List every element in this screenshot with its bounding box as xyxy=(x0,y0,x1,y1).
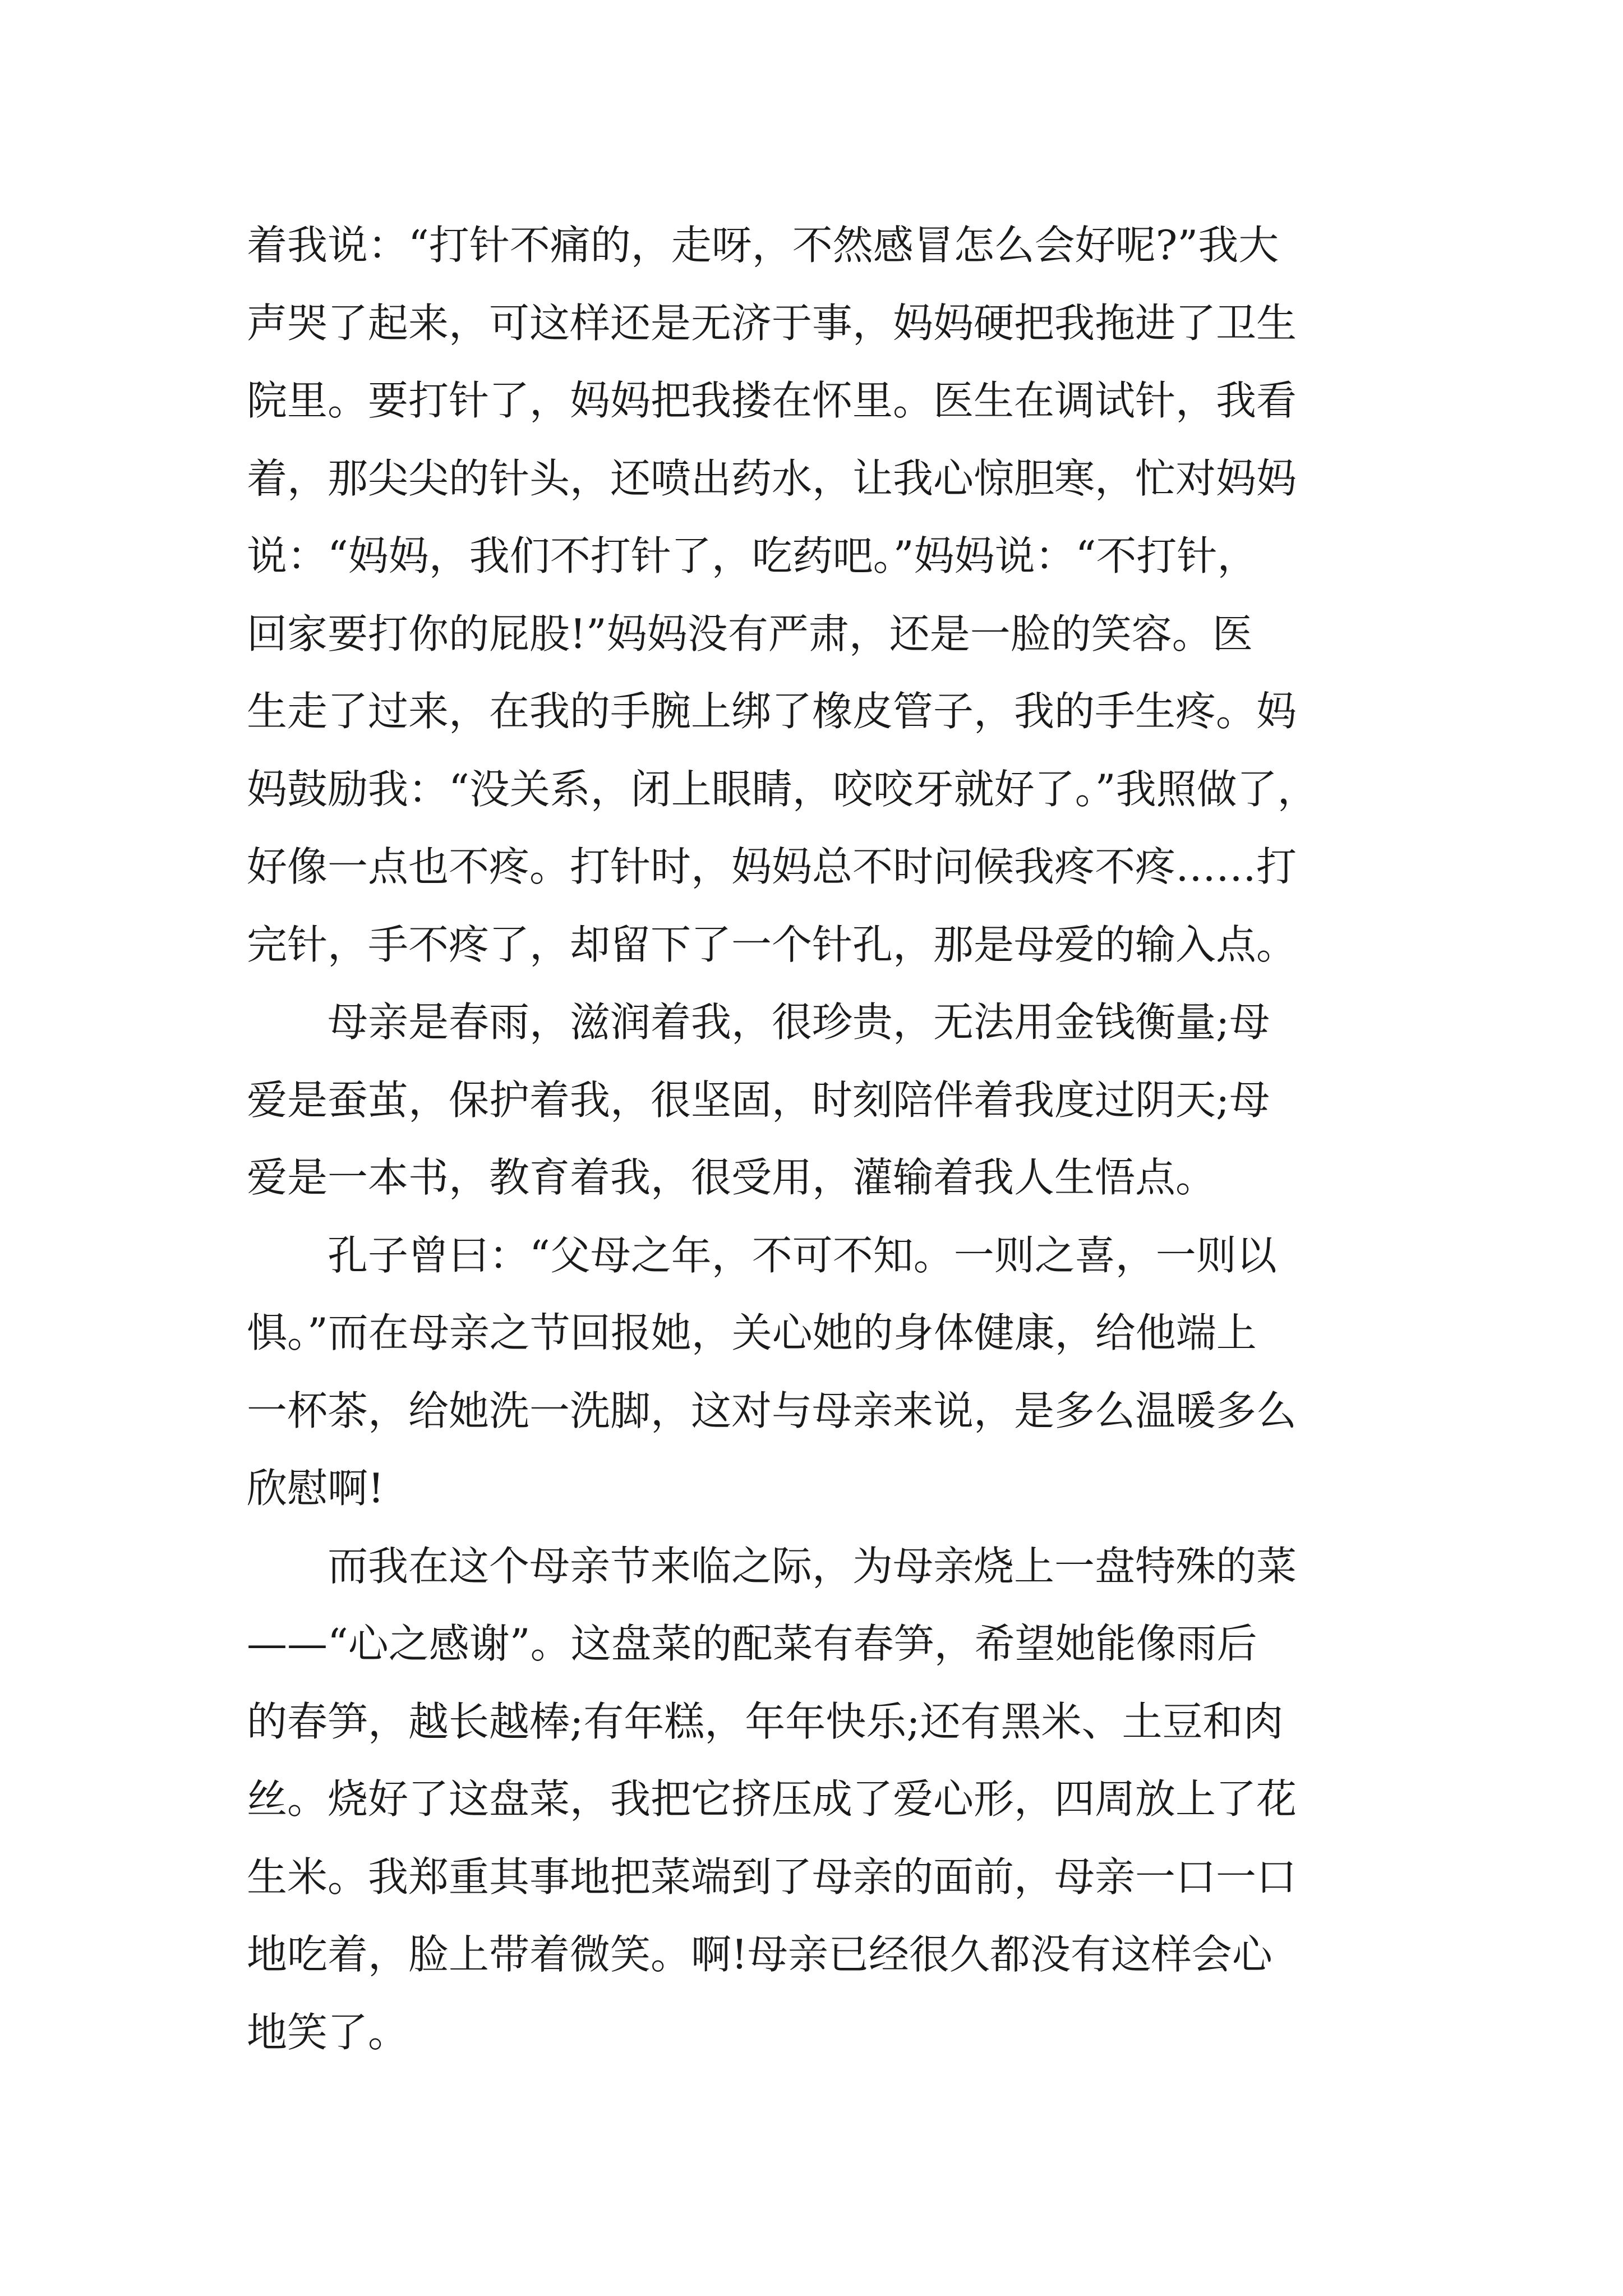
text-line: 生走了过来，在我的手腕上绑了橡皮管子，我的手生疼。妈 xyxy=(247,688,1297,735)
paragraph-spring-rain xyxy=(247,983,1391,1217)
text-line: 完针，手不疼了，却留下了一个针孔，那是母爱的输入点。 xyxy=(247,921,1297,968)
document-page xyxy=(247,206,1391,2071)
text-line: 而我在这个母亲节来临之际，为母亲烧上一盘特殊的菜 xyxy=(328,1542,1297,1590)
text-line: 爱是蚕茧，保护着我，很坚固，时刻陪伴着我度过阴天;母 xyxy=(247,1076,1270,1124)
text-line: 母亲是春雨，滋润着我，很珍贵，无法用金钱衡量;母 xyxy=(328,999,1270,1046)
text-line: 好像一点也不疼。打针时，妈妈总不时问候我疼不疼……打 xyxy=(247,843,1297,890)
text-line: 孔子曾曰：“父母之年，不可不知。一则之喜，一则以 xyxy=(328,1231,1277,1279)
text-line: 一杯茶，给她洗一洗脚，这对与母亲来说，是多么温暖多么 xyxy=(247,1387,1297,1434)
paragraph-mothers-day-dish xyxy=(247,1527,1391,2072)
text-line: 惧。”而在母亲之节回报她，关心她的身体健康，给他端上 xyxy=(247,1309,1257,1356)
paragraph-confucius xyxy=(247,1217,1391,1527)
text-line: 丝。烧好了这盘菜，我把它挤压成了爱心形，四周放上了花 xyxy=(247,1775,1297,1823)
text-line: 欣慰啊! xyxy=(247,1465,384,1512)
text-line: 的春笋，越长越棒;有年糕，年年快乐;还有黑米、土豆和肉 xyxy=(247,1697,1284,1745)
text-line: 回家要打你的屁股!”妈妈没有严肃，还是一脸的笑容。医 xyxy=(247,610,1253,657)
text-line: 地笑了。 xyxy=(247,2008,409,2056)
text-line: 说：“妈妈，我们不打针了，吃药吧。”妈妈说：“不打针， xyxy=(247,532,1258,579)
paragraph-continuation xyxy=(247,206,1391,983)
text-line: ——“心之感谢”。这盘菜的配菜有春笋，希望她能像雨后 xyxy=(247,1620,1257,1667)
text-line: 生米。我郑重其事地把菜端到了母亲的面前，母亲一口一口 xyxy=(247,1853,1297,1901)
text-line: 声哭了起来，可这样还是无济于事，妈妈硬把我拖进了卫生 xyxy=(247,299,1297,347)
text-line: 着我说：“打针不痛的，走呀，不然感冒怎么会好呢?”我大 xyxy=(247,222,1279,269)
text-line: 妈鼓励我：“没关系，闭上眼睛，咬咬牙就好了。”我照做了， xyxy=(247,765,1318,813)
text-line: 院里。要打针了，妈妈把我搂在怀里。医生在调试针，我看 xyxy=(247,377,1297,424)
text-line: 地吃着，脸上带着微笑。啊!母亲已经很久都没有这样会心 xyxy=(247,1931,1272,1978)
text-line: 爱是一本书，教育着我，很受用，灌输着我人生悟点。 xyxy=(247,1154,1216,1201)
text-line: 着，那尖尖的针头，还喷出药水，让我心惊胆寒，忙对妈妈 xyxy=(247,454,1297,502)
